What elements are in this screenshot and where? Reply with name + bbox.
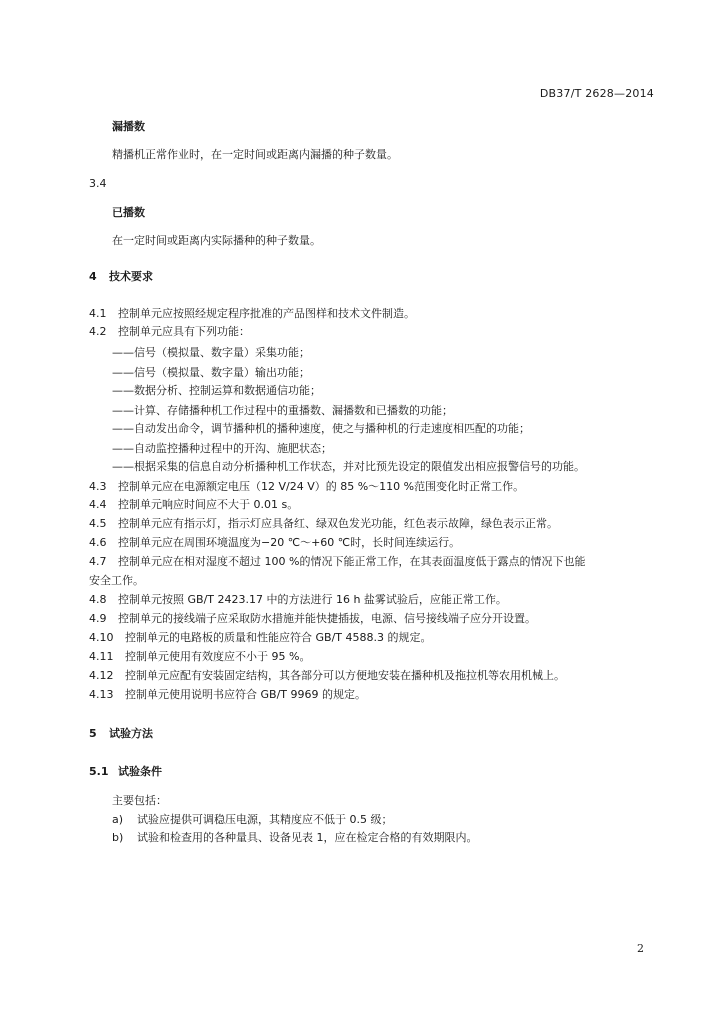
clause-number: 4.12	[89, 669, 114, 682]
clause-text: 控制单元应按照经规定程序批准的产品图样和技术文件制造。	[118, 307, 415, 320]
subsection-number: 5.1	[89, 765, 109, 778]
section-title: 技术要求	[109, 270, 153, 283]
clause-text: 控制单元应在周围环境温度为−20 ℃～+60 ℃时，长时间连续运行。	[118, 536, 461, 549]
clause	[89, 650, 310, 664]
clause	[89, 612, 536, 626]
subsection-title: 试验条件	[118, 765, 162, 778]
list-text: 试验应提供可调稳压电源，其精度应不低于 0.5 级；	[137, 813, 393, 826]
clause	[89, 480, 524, 494]
clause-text: 控制单元响应时间应不大于 0.01 s。	[118, 498, 299, 511]
clause	[89, 593, 507, 607]
function-item: ——计算、存储播种机工作过程中的重播数、漏播数和已播数的功能；	[112, 404, 453, 417]
section-heading	[89, 727, 153, 741]
function-item: ——信号（模拟量、数字量）采集功能；	[112, 346, 310, 359]
clause	[89, 517, 558, 531]
clause-number: 4.8	[89, 593, 107, 606]
clause-number: 4.10	[89, 631, 114, 644]
clause-text: 控制单元按照 GB/T 2423.17 中的方法进行 16 h 盐雾试验后，应能正常工作。	[118, 593, 507, 606]
clause	[89, 307, 415, 321]
clause-text: 控制单元的接线端子应采取防水措施并能快捷插拔，电源、信号接线端子应分开设置。	[118, 612, 536, 625]
clause-number: 4.9	[89, 612, 107, 625]
clause-text: 控制单元使用有效度应不小于 95 %。	[125, 650, 311, 663]
clause-number: 4.7	[89, 555, 107, 568]
clause-text: 控制单元的电路板的质量和性能应符合 GB/T 4588.3 的规定。	[125, 631, 432, 644]
standard-code: DB37/T 2628—2014	[539, 87, 654, 100]
intro-text: 主要包括：	[112, 794, 167, 807]
list-item	[112, 831, 478, 845]
subsection-heading	[89, 765, 162, 779]
clause-number: 4.6	[89, 536, 107, 549]
clause	[89, 555, 585, 569]
page-number: 2	[637, 942, 644, 955]
list-marker: b)	[112, 831, 124, 844]
function-item: ——信号（模拟量、数字量）输出功能；	[112, 366, 310, 379]
clause-text: 控制单元应配有安装固定结构，其各部分可以方便地安装在播种机及拖拉机等农用机械上。	[125, 669, 565, 682]
clause-number: 4.5	[89, 517, 107, 530]
section-number: 4	[89, 270, 97, 283]
clause	[89, 325, 250, 339]
function-item: ——根据采集的信息自动分析播种机工作状态，并对比预先设定的限值发出相应报警信号的功能。	[112, 460, 585, 473]
clause-text: 控制单元应在电源额定电压（12 V/24 V）的 85 %～110 %范围变化时正常工作。	[118, 480, 525, 493]
term-definition: 精播机正常作业时，在一定时间或距离内漏播的种子数量。	[112, 148, 398, 161]
clause	[89, 498, 298, 512]
clause-number: 4.1	[89, 307, 107, 320]
function-item: ——自动监控播种过程中的开沟、施肥状态；	[112, 442, 332, 455]
clause-continuation: 安全工作。	[89, 574, 144, 587]
clause-text: 控制单元应在相对湿度不超过 100 %的情况下能正常工作，在其表面温度低于露点的情况下也能	[118, 555, 586, 568]
clause-text: 控制单元应具有下列功能：	[118, 325, 250, 338]
clause-text: 控制单元应有指示灯，指示灯应具备红、绿双色发光功能，红色表示故障，绿色表示正常。	[118, 517, 558, 530]
clause-number: 4.11	[89, 650, 114, 663]
clause	[89, 688, 366, 702]
list-item	[112, 813, 393, 827]
term-title: 已播数	[112, 206, 145, 219]
term-number: 3.4	[89, 177, 107, 190]
clause-number: 4.13	[89, 688, 114, 701]
clause	[89, 631, 431, 645]
clause-number: 4.2	[89, 325, 107, 338]
section-heading	[89, 270, 153, 284]
clause-number: 4.3	[89, 480, 107, 493]
term-definition: 在一定时间或距离内实际播种的种子数量。	[112, 234, 321, 247]
function-item: ——自动发出命令，调节播种机的播种速度，使之与播种机的行走速度相匹配的功能；	[112, 422, 530, 435]
clause-number: 4.4	[89, 498, 107, 511]
term-title: 漏播数	[112, 120, 145, 133]
function-item: ——数据分析、控制运算和数据通信功能；	[112, 384, 321, 397]
clause-text: 控制单元使用说明书应符合 GB/T 9969 的规定。	[125, 688, 366, 701]
section-number: 5	[89, 727, 97, 740]
list-marker: a)	[112, 813, 124, 826]
section-title: 试验方法	[109, 727, 153, 740]
clause	[89, 536, 460, 550]
clause	[89, 669, 565, 683]
list-text: 试验和检查用的各种量具、设备见表 1，应在检定合格的有效期限内。	[137, 831, 478, 844]
